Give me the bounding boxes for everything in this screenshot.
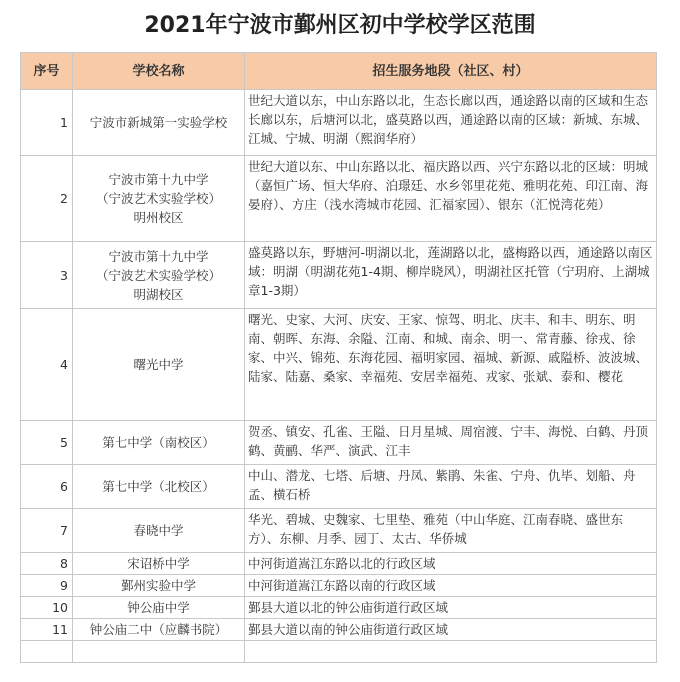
row-no: 9 — [21, 575, 73, 597]
service-area: 中山、潜龙、七塔、后塘、丹凤、紫鹃、朱雀、宁舟、仇毕、划船、舟孟、横石桥 — [245, 465, 657, 509]
service-area-empty — [245, 641, 657, 663]
row-no: 8 — [21, 553, 73, 575]
service-area: 华光、碧城、史魏家、七里垫、雅苑（中山华庭、江南春晓、盛世东方）、东柳、月季、园丁、太古、华侨城 — [245, 509, 657, 553]
table-row — [21, 575, 657, 597]
table-row — [21, 465, 657, 509]
table-header-row — [21, 53, 657, 90]
row-no: 2 — [21, 156, 73, 242]
table-row — [21, 619, 657, 641]
row-no: 11 — [21, 619, 73, 641]
school-district-table — [20, 52, 657, 663]
row-no: 4 — [21, 309, 73, 421]
table-row — [21, 553, 657, 575]
row-no: 1 — [21, 90, 73, 156]
row-no: 3 — [21, 242, 73, 309]
school-name: 钟公庙中学 — [73, 597, 245, 619]
header-school: 学校名称 — [73, 53, 245, 90]
school-name: 鄞州实验中学 — [73, 575, 245, 597]
header-area: 招生服务地段（社区、村） — [245, 53, 657, 90]
school-name: 宁波市第十九中学 （宁波艺术实验学校） 明州校区 — [73, 156, 245, 242]
service-area: 鄞县大道以南的钟公庙街道行政区域 — [245, 619, 657, 641]
service-area: 曙光、史家、大河、庆安、王家、惊驾、明北、庆丰、和丰、明东、明南、朝晖、东海、余隘、江南、和城、南余、明一、常青藤、徐戎、徐家、中兴、锦苑、东海花园、福明家园、福城、新源、戚隘桥、波波城、陆家、陆嘉、桑家、幸福苑、安居幸福苑、戎家、张斌、泰和、樱花 — [245, 309, 657, 421]
school-name: 第七中学（南校区） — [73, 421, 245, 465]
row-no-empty — [21, 641, 73, 663]
table-row — [21, 309, 657, 421]
table-row — [21, 597, 657, 619]
service-area: 盛莫路以东，野塘河-明湖以北，莲湖路以北，盛梅路以西，通途路以南区域：明湖（明湖花苑1-4期、柳岸晓风），明湖社区托管（宁玥府、上湖城章1-3期） — [245, 242, 657, 309]
table-row-empty — [21, 641, 657, 663]
service-area: 中河街道嵩江东路以北的行政区域 — [245, 553, 657, 575]
service-area: 贺丞、镇安、孔雀、王隘、日月星城、周宿渡、宁丰、海悦、白鹤、丹顶鹤、黄鹂、华严、演武、江丰 — [245, 421, 657, 465]
row-no: 5 — [21, 421, 73, 465]
table-row — [21, 156, 657, 242]
table-row — [21, 242, 657, 309]
row-no: 10 — [21, 597, 73, 619]
school-name: 曙光中学 — [73, 309, 245, 421]
school-name: 第七中学（北校区） — [73, 465, 245, 509]
school-name-empty — [73, 641, 245, 663]
school-name: 宁波市第十九中学 （宁波艺术实验学校） 明湖校区 — [73, 242, 245, 309]
table-row — [21, 421, 657, 465]
service-area: 世纪大道以东、中山东路以北、福庆路以西、兴宁东路以北的区域：明城（嘉恒广场、恒大华府、泊璟廷、水乡邻里花苑、雅明花苑、印江南、海晏府）、方庄（浅水湾城市花园、汇福家园）、银东（汇悦湾花苑） — [245, 156, 657, 242]
table-row — [21, 90, 657, 156]
service-area: 鄞县大道以北的钟公庙街道行政区域 — [245, 597, 657, 619]
row-no: 6 — [21, 465, 73, 509]
school-name: 宋诏桥中学 — [73, 553, 245, 575]
service-area: 中河街道嵩江东路以南的行政区域 — [245, 575, 657, 597]
row-no: 7 — [21, 509, 73, 553]
school-name: 春晓中学 — [73, 509, 245, 553]
school-name: 钟公庙二中（应麟书院） — [73, 619, 245, 641]
school-name: 宁波市新城第一实验学校 — [73, 90, 245, 156]
service-area: 世纪大道以东，中山东路以北，生态长廊以西，通途路以南的区域和生态长廊以东，后塘河以北，盛莫路以西，通途路以南的区域：新城、东城、江城、宁城、明湖（熙润华府） — [245, 90, 657, 156]
table-row — [21, 509, 657, 553]
header-no: 序号 — [21, 53, 73, 90]
page-title: 2021年宁波市鄞州区初中学校学区范围 — [144, 13, 536, 38]
